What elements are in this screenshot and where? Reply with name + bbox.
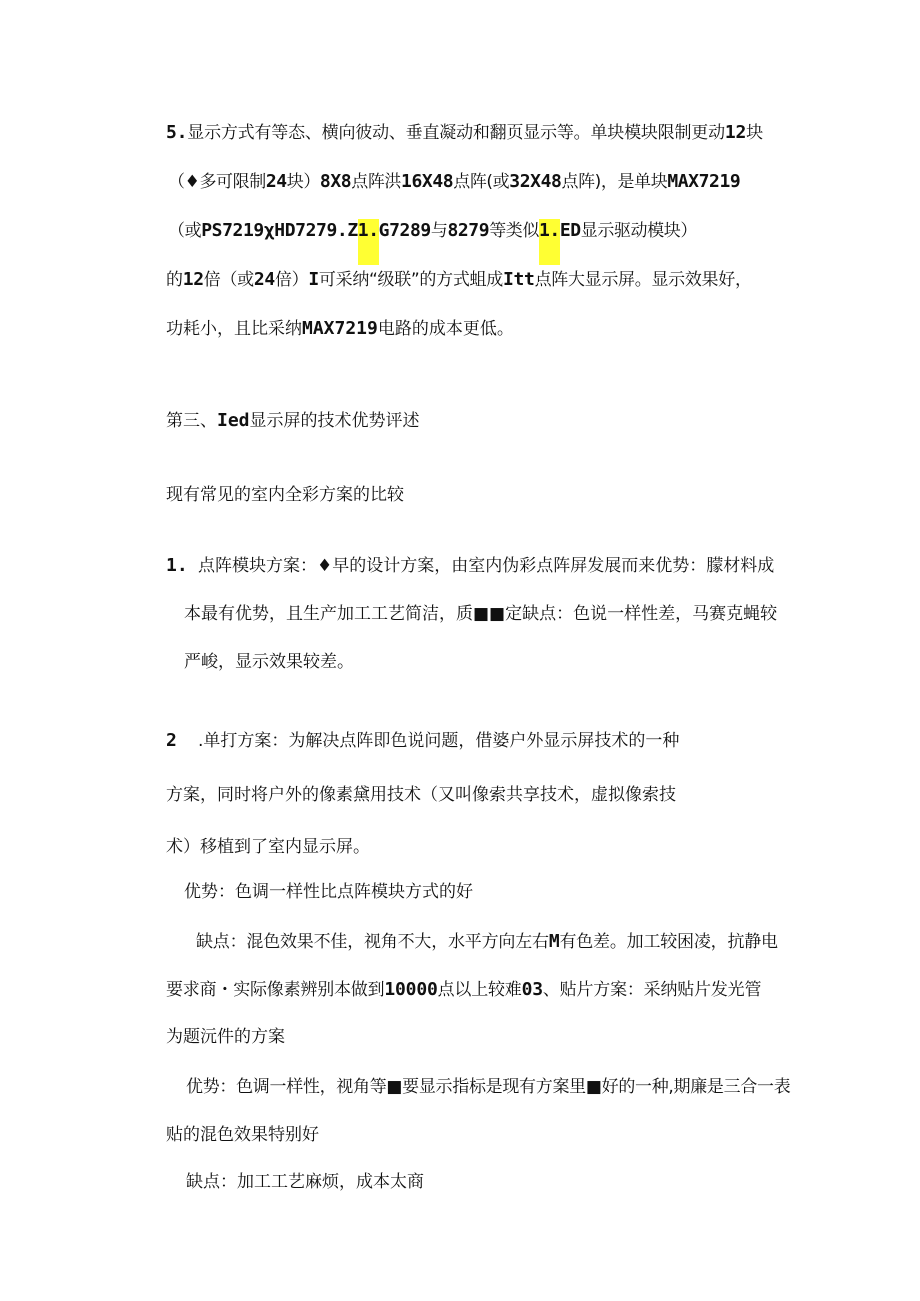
item-2-line-2: 方案，同时将户外的像素黛用技术（又叫像索共享技术，虚拟像索技 [166,785,676,805]
section-heading [166,409,420,433]
number-run: 8279 [447,220,490,241]
number-run: 12 [724,122,747,143]
number-run: 24 [253,269,275,290]
number-run: 8X8 [319,171,352,192]
text-run: 显示屏的技术优势评述 [249,411,420,431]
text-run: 与 [430,221,448,241]
disadvantage-line [196,930,778,954]
text-run: 块 [746,123,763,143]
text-run: 倍） [274,270,309,290]
number-run: ED [559,220,581,241]
item-number: 5. [166,122,188,143]
paragraph-5-line-3 [168,219,697,243]
text-run: 点阵模块方案：♦早的设计方案，由室内伪彩点阵屏发展而来优势：朦材料成 [198,556,775,576]
item-number: 2 [166,730,177,751]
text-run: 块） [286,172,320,192]
item-2-line-1 [166,729,679,753]
text-run: 点阵(或 [453,172,510,192]
text-run: 要求商・实际像素辨别本做到 [166,980,385,1000]
text-run: 功耗小，且比采纳 [166,319,302,339]
text-run: 点以上较难 [437,980,522,1000]
paragraph-5-line-1 [166,121,763,145]
item-2-line-3: 术）移植到了室内显示屏。 [166,837,370,857]
subtitle: 现有常见的室内全彩方案的比较 [166,485,404,505]
number-run: 03 [521,979,543,1000]
text-run: 电路的成本更低。 [377,319,514,339]
led-label: Ied [217,410,250,431]
text-run: 点阵)，是单块 [561,172,668,192]
number-run: G7289 [378,220,431,241]
highlight-mark: 1. [539,219,560,265]
item-1-line-3: 严峻，显示效果较差。 [184,652,354,672]
number-run: 32X48 [509,171,562,192]
advantage-3-line-2: 贴的混色效果特别好 [166,1125,319,1145]
text-run: 、贴片方案：采纳贴片发光管 [542,980,762,1000]
advantage-line: 优势：色调一样性比点阵模块方式的好 [184,882,473,902]
text-run: 等类似 [489,221,539,241]
requirement-line [166,978,761,1002]
number-run: Itt [502,269,535,290]
text-run: 可采纳“级联”的方式蛆成 [318,270,503,290]
disadvantage-3-line: 缺点：加工工艺麻烦，成本太商 [186,1172,424,1192]
item-1-line-1 [166,554,774,578]
text-run: 的 [166,270,183,290]
advantage-3-line-1: 优势：色调一样性，视角等■要显示指标是现有方案里■好的一种,期廉是三合一表 [186,1077,791,1097]
number-run: 24 [265,171,287,192]
number-run: I [308,269,319,290]
text-run: 显示驱动模块） [580,221,697,241]
text-run: 第三、 [166,411,217,431]
text-run: 点阵洪 [351,172,402,192]
text-run: （或 [168,221,202,241]
number-run: 12 [182,269,204,290]
text-run: 有色差。加工较困凌，抗静电 [559,932,778,952]
text-run: 缺点：混色效果不佳，视角不大，水平方向左右 [196,932,549,952]
text-run: （♦多可限制 [168,172,266,192]
item-1-line-2: 本最有优势，且生产加工工艺简洁，质■■定缺点：色说一样性差，马赛克蝇较 [184,604,778,624]
letter-run: M [548,931,560,952]
number-run: PS7219χHD7279.Z [201,220,358,241]
number-run: 10000 [384,979,438,1000]
highlight-mark: 1. [358,219,379,265]
text-run: 倍（或 [203,270,254,290]
item-number: 1. [166,555,188,576]
scheme-line: 为题沅件的方案 [166,1027,285,1047]
text-run: .单打方案：为解决点阵即色说问题，借婆户外显示屏技术的一种 [198,731,680,751]
number-run: MAX7219 [667,171,741,192]
paragraph-5-line-5 [166,317,514,341]
text-run: 点阵大显示屏。显示效果好， [534,270,752,290]
number-run: 16X48 [401,171,454,192]
paragraph-5-line-4 [166,268,752,292]
text-run: 显示方式有等态、横向彼动、垂直凝动和翻页显示等。单块模块限制更动 [187,123,725,143]
paragraph-5-line-2 [168,170,740,194]
number-run: MAX7219 [302,318,378,339]
